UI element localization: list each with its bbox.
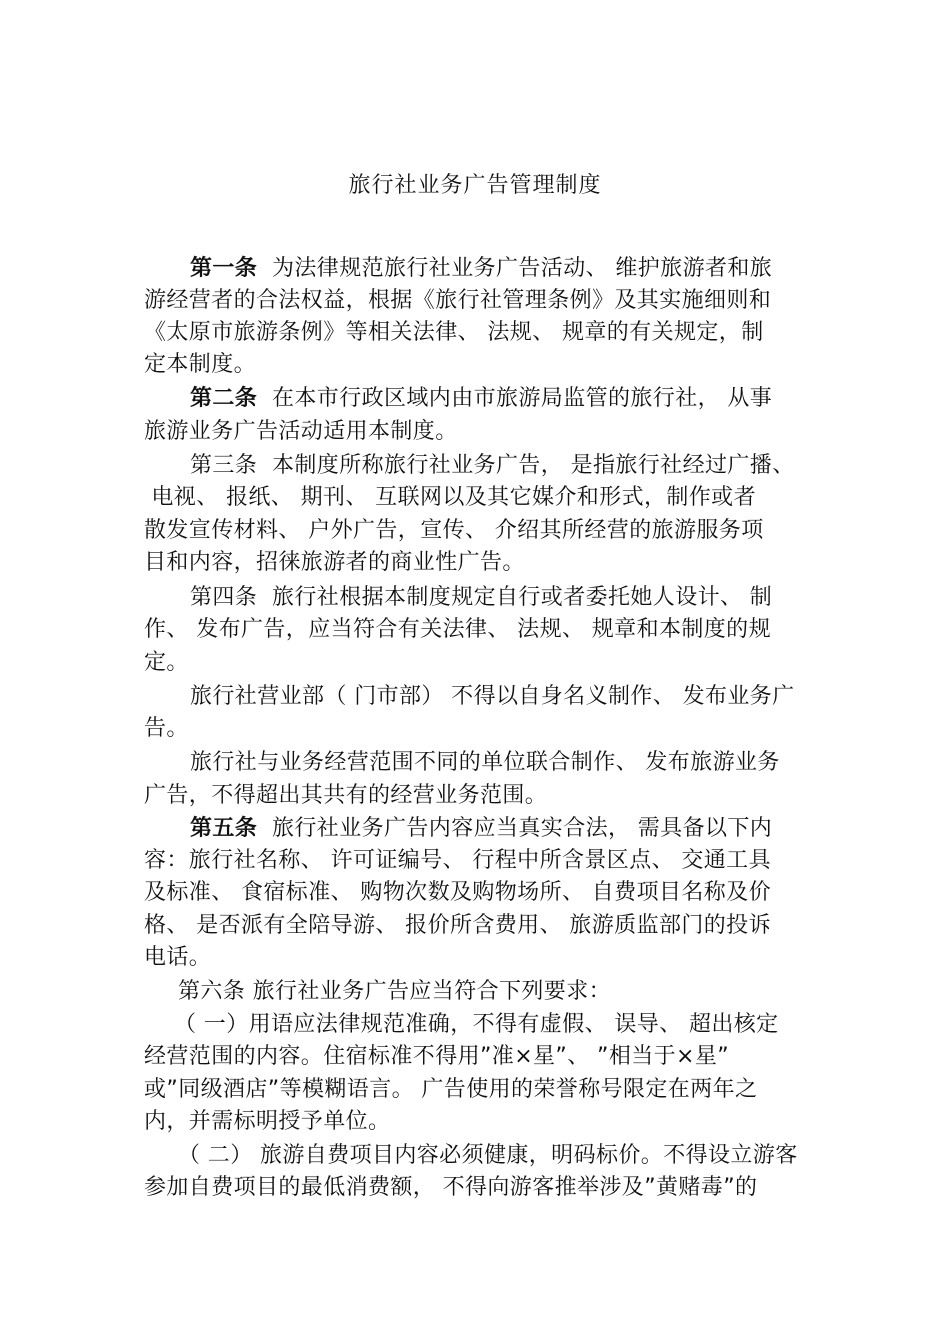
paragraph-line: 告。 bbox=[144, 716, 189, 741]
paragraph-line: （ 二） 旅游自费项目内容必须健康，明码标价。不得设立游客 bbox=[178, 1143, 798, 1168]
paragraph-line: 旅行社营业部（ 门市部） 不得以自身名义制作、 发布业务广 bbox=[190, 684, 795, 709]
paragraph-line: 《太原市旅游条例》等相关法律、 法规、 规章的有关规定，制 bbox=[144, 320, 764, 345]
paragraph-line: 散发宣传材料、 户外广告，宣传、 介绍其所经营的旅游服务项 bbox=[144, 518, 764, 543]
paragraph-line: 及标准、 食宿标准、 购物次数及购物场所、 自费项目名称及价 bbox=[144, 880, 771, 905]
paragraph-line: 经营范围的内容。住宿标准不得用”准×星”、 ”相当于×星” bbox=[144, 1044, 730, 1069]
paragraph-line: 旅行社与业务经营范围不同的单位联合制作、 发布旅游业务 bbox=[190, 750, 780, 775]
article-label: 第二条 bbox=[190, 386, 258, 411]
line-text: 旅行社根据本制度规定自行或者委托她人设计、 制 bbox=[272, 585, 773, 610]
paragraph-line: 电视、 报纸、 期刊、 互联网以及其它媒介和形式，制作或者 bbox=[144, 485, 756, 510]
line-text: 为法律规范旅行社业务广告活动、 维护旅游者和旅 bbox=[272, 256, 773, 281]
paragraph-line bbox=[190, 254, 772, 284]
line-text: 在本市行政区域内由市旅游局监管的旅行社， 从事 bbox=[272, 386, 773, 411]
paragraph-line: 参加自费项目的最低消费额， 不得向游客推举涉及”黄赌毒”的 bbox=[144, 1175, 758, 1200]
paragraph-line: 游经营者的合法权益，根据《旅行社管理条例》及其实施细则和 bbox=[144, 288, 772, 313]
paragraph-line bbox=[190, 384, 772, 414]
paragraph-line: 目和内容，招徕旅游者的商业性广告。 bbox=[144, 550, 525, 575]
paragraph-line: 广告，不得超出其共有的经营业务范围。 bbox=[144, 783, 548, 808]
paragraph-line: 内，并需标明授予单位。 bbox=[144, 1109, 391, 1134]
article-label: 第一条 bbox=[190, 256, 258, 281]
paragraph-line: 电话。 bbox=[144, 945, 212, 970]
paragraph-line: 作、 发布广告，应当符合有关法律、 法规、 规章和本制度的规 bbox=[144, 617, 771, 642]
paragraph-line bbox=[190, 451, 795, 481]
article-label: 第四条 bbox=[190, 585, 258, 610]
article-label: 第五条 bbox=[190, 816, 258, 841]
paragraph-line: 容：旅行社名称、 许可证编号、 行程中所含景区点、 交通工具 bbox=[144, 848, 771, 873]
article-label: 第三条 bbox=[190, 453, 258, 478]
document-title: 旅行社业务广告管理制度 bbox=[348, 173, 602, 198]
line-text: 本制度所称旅行社业务广告， 是指旅行社经过广播、 bbox=[272, 453, 795, 478]
paragraph-line bbox=[190, 814, 772, 844]
paragraph-line: 格、 是否派有全陪导游、 报价所含费用、 旅游质监部门的投诉 bbox=[144, 913, 771, 938]
paragraph-line: 定本制度。 bbox=[144, 352, 257, 377]
paragraph-line bbox=[190, 583, 772, 613]
line-text: 旅行社业务广告内容应当真实合法， 需具备以下内 bbox=[272, 816, 773, 841]
paragraph-line: （ 一）用语应法律规范准确，不得有虚假、 误导、 超出核定 bbox=[174, 1012, 779, 1037]
paragraph-line: 或”同级酒店”等模糊语言。 广告使用的荣誉称号限定在两年之 bbox=[144, 1077, 758, 1102]
paragraph-line: 定。 bbox=[144, 650, 189, 675]
paragraph-line: 第六条 旅行社业务广告应当符合下列要求： bbox=[178, 979, 611, 1004]
paragraph-line: 旅游业务广告活动适用本制度。 bbox=[144, 419, 458, 444]
